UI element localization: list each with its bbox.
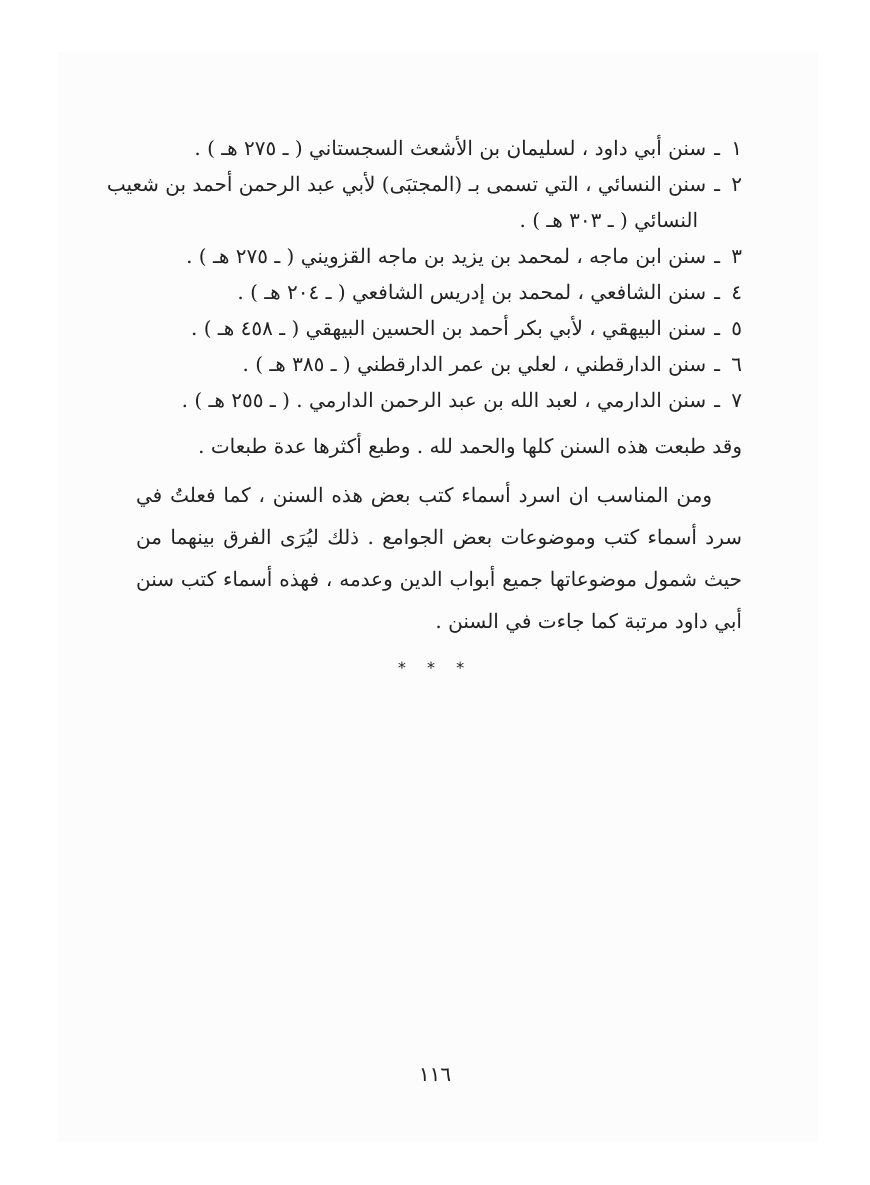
- list-item-number: ٦: [731, 352, 742, 376]
- list-item-text: سنن أبي داود ، لسليمان بن الأشعث السجستاني ( ـ ٢٧٥ هـ ) .: [194, 136, 707, 160]
- page-number: ١١٦: [418, 1062, 452, 1086]
- section-separator: * * *: [397, 658, 473, 677]
- list-item-text: سنن الدارمي ، لعبد الله بن عبد الرحمن الدارمي . ( ـ ٢٥٥ هـ ) .: [181, 388, 707, 412]
- list-item: [122, 274, 742, 310]
- list-item-text: سنن الشافعي ، لمحمد بن إدريس الشافعي ( ـ ٢٠٤ هـ ) .: [237, 280, 707, 304]
- list-item-text: سنن البيهقي ، لأبي بكر أحمد بن الحسين البيهقي ( ـ ٤٥٨ هـ ) .: [191, 316, 707, 340]
- list-item-text: سنن النسائي ، التي تسمى بـ (المجتبَى) لأبي عبد الرحمن أحمد بن شعيب: [106, 172, 707, 196]
- list-item-dash: ـ: [714, 280, 720, 304]
- list-item-dash: ـ: [714, 388, 720, 412]
- list-item-dash: ـ: [714, 172, 720, 196]
- list-item-text: سنن ابن ماجه ، لمحمد بن يزيد بن ماجه القزويني ( ـ ٢٧٥ هـ ) .: [186, 244, 707, 268]
- list-item-dash: ـ: [714, 136, 720, 160]
- printing-note-paragraph: وقد طبعت هذه السنن كلها والحمد لله . وطبع أكثرها عدة طبعات .: [198, 434, 742, 458]
- list-item: [122, 310, 742, 346]
- list-item-number: ٥: [731, 316, 742, 340]
- list-item: [122, 238, 742, 274]
- list-item-number: ١: [731, 136, 742, 160]
- list-item-number: ٣: [731, 244, 742, 268]
- list-item-dash: ـ: [714, 316, 720, 340]
- body-paragraph-text: ومن المناسب ان اسرد أسماء كتب بعض هذه السنن ، كما فعلتُ في سرد أسماء كتب وموضوعات بعض الجوامع . ذلك ليُرَى الفرق بينهما من حيث شمول موضوعاتها جميع أبواب الدين وعدمه ، فهذه أسماء كتب سنن أبي داود مرتبة كما جاءت في السنن .: [136, 483, 742, 633]
- list-item-number: ٤: [731, 280, 742, 304]
- list-item-dash: ـ: [714, 244, 720, 268]
- list-item-dash: ـ: [714, 352, 720, 376]
- list-item: [122, 382, 742, 418]
- list-item-continuation: النسائي ( ـ ٣٠٣ هـ ) .: [519, 208, 698, 232]
- sunan-books-list: [106, 130, 742, 418]
- list-item: [122, 130, 742, 166]
- body-paragraph: [136, 474, 742, 642]
- list-item-text: سنن الدارقطني ، لعلي بن عمر الدارقطني ( ـ ٣٨٥ هـ ) .: [242, 352, 707, 376]
- list-item: [122, 346, 742, 382]
- list-item: [106, 166, 742, 202]
- list-item-number: ٧: [731, 388, 742, 412]
- list-item-number: ٢: [731, 172, 742, 196]
